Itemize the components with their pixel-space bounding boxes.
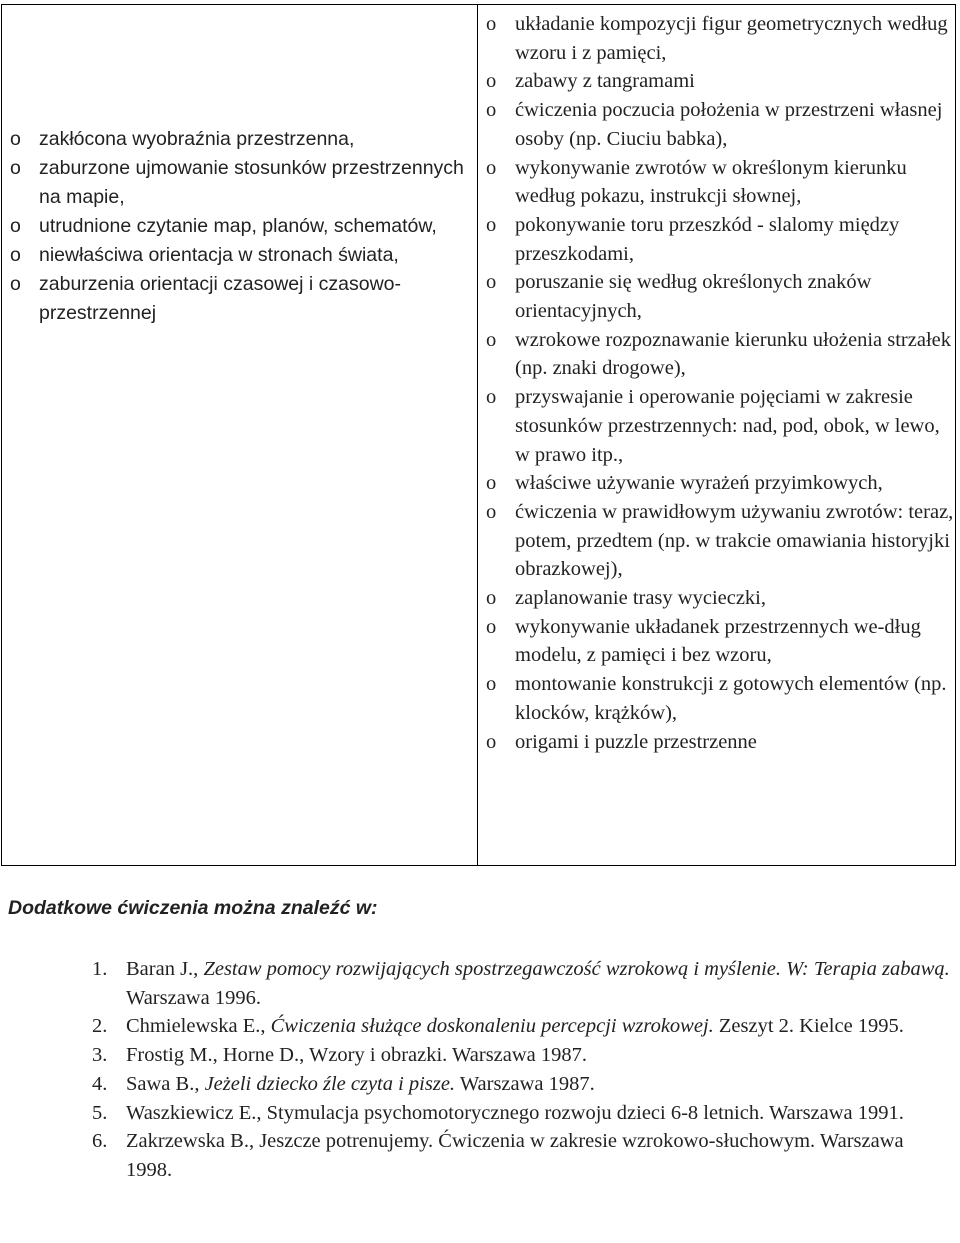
references-list (92, 955, 952, 1185)
list-item-text: pokonywanie toru przeszkód - slalomy między przeszkodami, (515, 213, 900, 265)
reference-title: Zestaw pomocy rozwijających spostrzegawczość wzrokową i myślenie. W: Terapia zabawą. (203, 958, 950, 980)
bullet-marker: o (486, 730, 497, 753)
reference-author: Frostig M., Horne D., Wzory i obrazki. Warszawa 1987. (126, 1044, 588, 1067)
reference-item (92, 1099, 952, 1128)
list-item (486, 728, 956, 757)
reference-number: 2. (92, 1015, 108, 1038)
list-item-text: zaburzone ujmowanie stosunków przestrzennych na mapie, (39, 157, 464, 208)
bullet-marker: o (10, 273, 21, 295)
list-item-text: utrudnione czytanie map, planów, schematów, (39, 215, 437, 237)
exercises-list (486, 10, 956, 756)
bullet-marker: o (486, 156, 497, 179)
bullet-marker: o (10, 215, 21, 237)
bullet-marker: o (486, 213, 497, 236)
list-item-text: wzrokowe rozpoznawanie kierunku ułożenia strzałek (np. znaki drogowe), (515, 328, 952, 380)
reference-item (92, 1041, 952, 1070)
reference-item (92, 1127, 952, 1184)
reference-author: Sawa B., (126, 1072, 205, 1095)
reference-text (126, 955, 952, 1012)
list-item (486, 383, 956, 469)
bullet-marker: o (486, 386, 497, 409)
list-item (486, 268, 956, 325)
bullet-marker: o (486, 500, 497, 523)
symptoms-cell (2, 5, 478, 865)
bullet-marker: o (486, 70, 497, 93)
reference-text (126, 1127, 952, 1184)
list-item-text: montowanie konstrukcji z gotowych elementów (np. klocków, krążków), (515, 673, 947, 724)
reference-publication: Warszawa 1996. (126, 986, 261, 1009)
list-item (486, 613, 956, 670)
list-item (486, 326, 956, 383)
reference-publication: Warszawa 1987. (455, 1072, 595, 1095)
reference-item (92, 1012, 952, 1041)
reference-author: Zakrzewska B., Jeszcze potrenujemy. Ćwiczenia w zakresie wzrokowo-słuchowym. Warszawa 1998. (126, 1130, 904, 1181)
list-item-text: niewłaściwa orientacja w stronach świata, (39, 244, 399, 266)
list-item-text: origami i puzzle przestrzenne (515, 730, 757, 753)
list-item (486, 670, 956, 727)
reference-title: Jeżeli dziecko źle czyta i pisze. (204, 1072, 456, 1095)
list-item-text: zabawy z tangramami (515, 70, 695, 93)
exercise-table (1, 4, 956, 866)
reference-text (126, 1041, 952, 1070)
bullet-marker: o (486, 587, 497, 610)
list-item-text: wykonywanie zwrotów w określonym kierunku według pokazu, instrukcji słownej, (515, 156, 907, 208)
list-item-text: układanie kompozycji figur geometrycznych według wzoru i z pamięci, (515, 13, 948, 64)
reference-author: Waszkiewicz E., Stymulacja psychomotorycznego rozwoju dzieci 6-8 letnich. Warszawa 1991. (126, 1101, 904, 1124)
list-item (10, 212, 470, 241)
list-item (486, 584, 956, 613)
list-item-text: wykonywanie układanek przestrzennych we-dług modelu, z pamięci i bez wzoru, (515, 615, 921, 667)
reference-item (92, 955, 952, 1012)
additional-exercises-heading: Dodatkowe ćwiczenia można znaleźć w: (8, 897, 378, 919)
reference-number: 6. (92, 1130, 108, 1153)
reference-publication: Zeszyt 2. Kielce 1995. (713, 1015, 904, 1038)
reference-author: Chmielewska E., (126, 1015, 271, 1038)
list-item (486, 154, 956, 211)
reference-number: 3. (92, 1044, 108, 1067)
list-item-text: przyswajanie i operowanie pojęciami w zakresie stosunków przestrzennych: nad, pod, obok, w lewo, w prawo itp., (515, 386, 940, 466)
list-item-text: ćwiczenia w prawidłowym używaniu zwrotów: teraz, potem, przedtem (np. w trakcie omawiania historyjki obrazkowej), (515, 500, 954, 581)
bullet-marker: o (10, 157, 21, 179)
list-item-text: właściwe używanie wyrażeń przyimkowych, (515, 472, 883, 495)
bullet-marker: o (10, 128, 21, 150)
list-item (10, 241, 470, 270)
reference-text (126, 1099, 952, 1128)
list-item-text: ćwiczenia poczucia położenia w przestrzeni własnej osoby (np. Ciuciu babka), (515, 99, 943, 150)
symptoms-list (10, 125, 470, 328)
list-item-text: zakłócona wyobraźnia przestrzenna, (39, 128, 355, 150)
reference-number: 4. (92, 1072, 108, 1095)
list-item (486, 211, 956, 268)
reference-text (126, 1012, 952, 1041)
exercises-cell (478, 5, 955, 865)
reference-number: 1. (92, 958, 108, 980)
bullet-marker: o (10, 244, 21, 266)
list-item (10, 270, 470, 328)
reference-item (92, 1070, 952, 1099)
reference-text (126, 1070, 952, 1099)
bullet-marker: o (486, 99, 497, 122)
list-item-text: poruszanie się według określonych znaków orientacyjnych, (515, 271, 872, 323)
bullet-marker: o (486, 13, 497, 35)
reference-number: 5. (92, 1101, 108, 1124)
reference-author: Baran J., (126, 958, 204, 980)
list-item-text: zaburzenia orientacji czasowej i czasowo-przestrzennej (39, 273, 401, 324)
bullet-marker: o (486, 673, 497, 696)
list-item (486, 469, 956, 498)
list-item (486, 67, 956, 96)
reference-title: Ćwiczenia służące doskonaleniu percepcji wzrokowej. (270, 1015, 714, 1038)
bullet-marker: o (486, 328, 497, 351)
bullet-marker: o (486, 615, 497, 638)
list-item (486, 498, 956, 584)
list-item-text: zaplanowanie trasy wycieczki, (515, 587, 767, 610)
bullet-marker: o (486, 472, 497, 495)
list-item (486, 96, 956, 153)
list-item (10, 125, 470, 154)
list-item (10, 154, 470, 212)
list-item (486, 10, 956, 67)
bullet-marker: o (486, 271, 497, 294)
